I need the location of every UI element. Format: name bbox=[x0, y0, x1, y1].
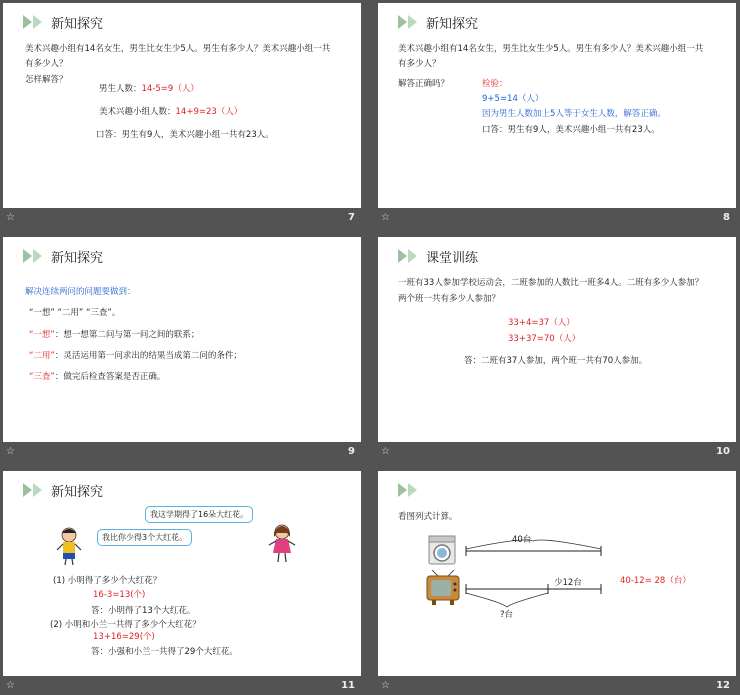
slide-10[interactable] bbox=[378, 237, 736, 442]
slide-number: 9 bbox=[348, 446, 355, 457]
question-2: (2) 小明和小兰一共得了多少个大红花？ bbox=[50, 620, 201, 630]
slide-9[interactable] bbox=[3, 237, 361, 442]
star-icon: ☆ bbox=[381, 680, 390, 691]
check-calc: 9+5=14（人） bbox=[482, 94, 544, 104]
slide-title-row bbox=[398, 11, 478, 33]
slide-title: 新知探究 bbox=[426, 16, 479, 32]
star-icon: ☆ bbox=[6, 212, 15, 223]
question-2-calc: 13+16=29(个) bbox=[93, 632, 155, 642]
speech-bubble-girl: 我这学期得了16朵大红花。 bbox=[145, 506, 253, 523]
answer: 答：二班有37人参加，两个班一共有70人参加。 bbox=[464, 356, 648, 366]
slide-title: 新知探究 bbox=[51, 16, 104, 32]
slide-number: 7 bbox=[348, 212, 355, 223]
star-icon: ☆ bbox=[6, 446, 15, 457]
problem-line-1: 美术兴趣小组有14名女生，男生比女生少5人。男生有多少人？美术兴趣小组一共 bbox=[25, 44, 331, 54]
slide-number: 10 bbox=[716, 446, 730, 457]
star-icon: ☆ bbox=[381, 446, 390, 457]
question-1: (1) 小明得了多少个大红花？ bbox=[53, 576, 162, 586]
slide-title-row bbox=[398, 245, 478, 267]
step-2-text: ：灵活运用第一问求出的结果当成第二问的条件； bbox=[54, 351, 242, 361]
question: 怎样解答？ bbox=[25, 75, 68, 85]
check-reason: 因为男生人数加上5人等于女生人数，解答正确。 bbox=[482, 109, 666, 119]
chevron-icon bbox=[398, 15, 418, 29]
slide-title-row bbox=[23, 479, 103, 501]
girl-character-icon bbox=[268, 523, 296, 563]
slide-footer bbox=[378, 676, 736, 695]
step-2 bbox=[29, 350, 242, 362]
calc: 40-12= 28（台） bbox=[620, 576, 691, 586]
slide-footer bbox=[3, 442, 361, 464]
calc-2: 33+37=70（人） bbox=[508, 334, 581, 344]
slide-number: 12 bbox=[716, 680, 730, 691]
slide-11[interactable] bbox=[3, 471, 361, 676]
chevron-icon bbox=[398, 249, 418, 263]
slide-number: 11 bbox=[341, 680, 355, 691]
problem-line-2: 有多少人？ bbox=[398, 59, 441, 69]
slide-footer bbox=[3, 208, 361, 230]
question-2-answer: 答：小强和小兰一共得了29个大红花。 bbox=[91, 647, 238, 657]
slide-title-row bbox=[23, 245, 103, 267]
label-question: ?台 bbox=[500, 610, 514, 620]
boys-label: 男生人数： bbox=[99, 84, 142, 94]
chevron-icon bbox=[23, 483, 43, 497]
chevron-icon bbox=[398, 483, 418, 497]
step-1 bbox=[29, 329, 199, 341]
question: 解答正确吗？ bbox=[398, 79, 450, 89]
step-3-text: ：做完后检查答案是否正确。 bbox=[54, 372, 166, 382]
star-icon: ☆ bbox=[6, 680, 15, 691]
label-less-12: 少12台 bbox=[554, 578, 582, 588]
boy-character-icon bbox=[55, 526, 83, 566]
chevron-icon bbox=[23, 15, 43, 29]
group-line bbox=[99, 106, 242, 118]
chevron-icon bbox=[23, 249, 43, 263]
boys-line bbox=[99, 83, 199, 95]
problem-line-2: 有多少人？ bbox=[25, 59, 68, 69]
steps: “一想” “二用” “三查”。 bbox=[29, 308, 121, 318]
answer: 口答：男生有9人，美术兴趣小组一共有23人。 bbox=[96, 130, 274, 140]
problem-line-2: 两个班一共有多少人参加？ bbox=[398, 294, 501, 304]
calc-1: 33+4=37（人） bbox=[508, 318, 575, 328]
slide-8[interactable] bbox=[378, 3, 736, 208]
group-label: 美术兴趣小组人数： bbox=[99, 107, 176, 117]
slide-footer bbox=[378, 208, 736, 230]
slide-7[interactable] bbox=[3, 3, 361, 208]
group-calc: 14+9=23（人） bbox=[175, 107, 243, 117]
slide-footer bbox=[378, 442, 736, 464]
slide-title: 新知探究 bbox=[51, 484, 104, 500]
slide-12[interactable] bbox=[378, 471, 736, 676]
slide-title-row bbox=[23, 11, 103, 33]
answer: 口答：男生有9人，美术兴趣小组一共有23人。 bbox=[482, 125, 660, 135]
slide-footer bbox=[3, 676, 361, 695]
step-1-text: ：想一想第二问与第一问之间的联系； bbox=[54, 330, 200, 340]
step-3 bbox=[29, 371, 165, 383]
bar-diagram bbox=[463, 531, 603, 621]
step-2-key: “二用” bbox=[29, 351, 55, 361]
speech-bubble-boy: 我比你少得3个大红花。 bbox=[97, 529, 192, 546]
question-1-answer: 答：小明得了13个大红花。 bbox=[91, 606, 196, 616]
slide-title: 新知探究 bbox=[51, 250, 104, 266]
intro: 解决连续两问的问题要做到： bbox=[25, 287, 136, 297]
slide-number: 8 bbox=[723, 212, 730, 223]
question-1-calc: 16-3=13(个) bbox=[93, 590, 146, 600]
problem-line-1: 一班有33人参加学校运动会，二班参加的人数比一班多4人。二班有多少人参加？ bbox=[398, 278, 704, 288]
tv-icon bbox=[426, 570, 460, 608]
washing-machine-icon bbox=[428, 535, 456, 565]
slide-title-row bbox=[398, 479, 426, 501]
label-40: 40台 bbox=[512, 535, 532, 545]
instruction: 看图列式计算。 bbox=[398, 512, 458, 522]
star-icon: ☆ bbox=[381, 212, 390, 223]
slide-title: 课堂训练 bbox=[426, 250, 479, 266]
boys-calc: 14-5=9（人） bbox=[141, 84, 199, 94]
problem-line-1: 美术兴趣小组有14名女生，男生比女生少5人。男生有多少人？美术兴趣小组一共 bbox=[398, 44, 704, 54]
step-3-key: “三查” bbox=[29, 372, 55, 382]
step-1-key: “一想” bbox=[29, 330, 55, 340]
check-label: 检验： bbox=[482, 79, 508, 89]
